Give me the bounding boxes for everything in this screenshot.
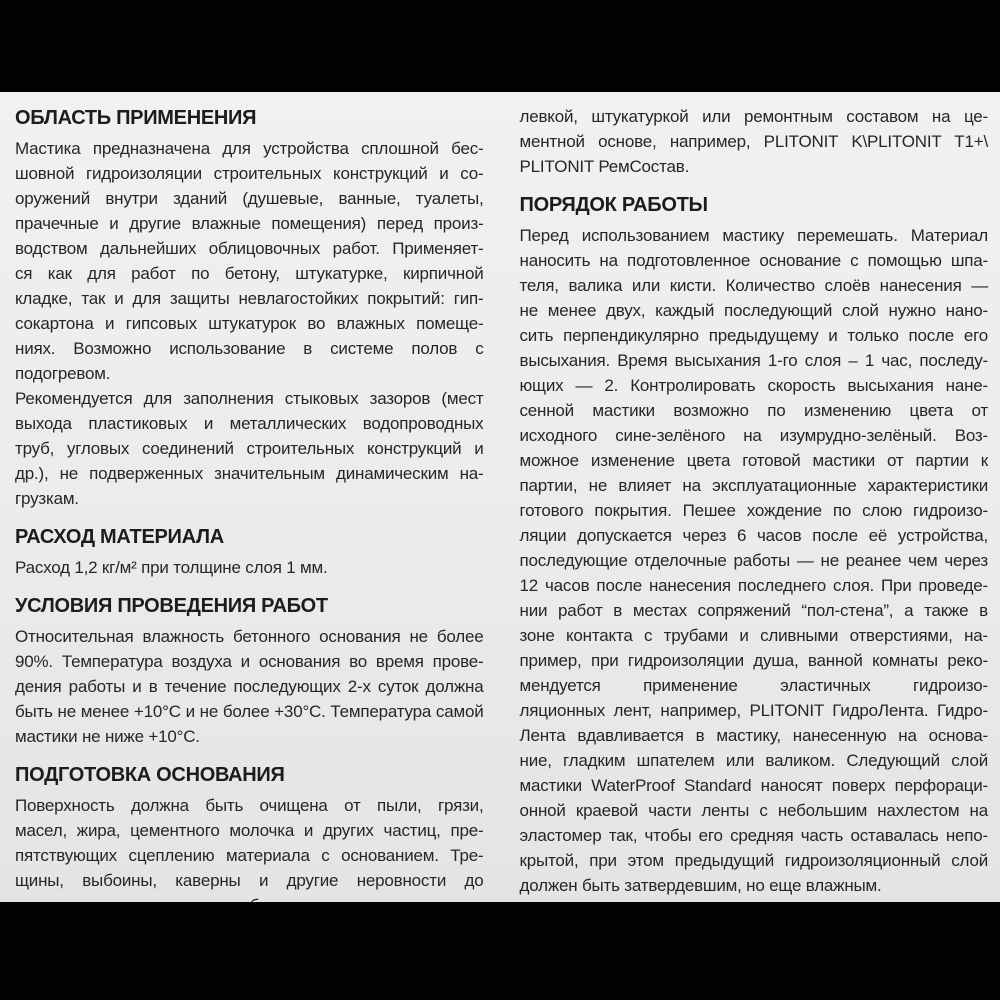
text-line: ющих — 2. Контролировать скорость высыхания нане-	[519, 376, 988, 395]
text-line: сить перпендикулярно предыдущему и только после его	[519, 326, 988, 345]
text-line: должен быть затвердевшим, но еще влажным.	[519, 876, 882, 895]
text-line: оружений внутри зданий (душевые, ванные, туалеты,	[15, 189, 484, 208]
text-line: Поверхность должна быть очищена от пыли, грязи,	[15, 796, 484, 815]
text-line: 90%. Температура воздуха и основания во время прове-	[15, 652, 484, 671]
text-line: прачечные и другие влажные помещения) перед произ-	[15, 214, 484, 233]
text-line: пример, при гидроизоляции душа, ванной комнаты реко-	[519, 651, 988, 670]
text-line: Перед использованием мастику перемешать. Материал	[519, 226, 988, 245]
text-line: мастики не ниже +10°С.	[15, 727, 200, 746]
text-line: Рекомендуется для заполнения стыковых зазоров (мест	[15, 389, 484, 408]
text-line: шовной гидроизоляции строительных конструкций и со-	[15, 164, 484, 183]
text-line: зоне контакта с трубами и сливными отверстиями, на-	[519, 626, 988, 645]
section-heading-material-consumption: РАСХОД МАТЕРИАЛА	[15, 526, 224, 548]
text-line: сенной мастики возможно по изменению цвета от	[519, 401, 988, 420]
text-line: Лента вдавливается в мастику, нанесенную на основа-	[519, 726, 988, 745]
continuation-paragraph	[520, 104, 989, 179]
text-line: пятствующих сцеплению материала с основанием. Тре-	[15, 846, 484, 865]
paragraph-procedure	[520, 223, 989, 898]
label-text-area	[0, 92, 1000, 902]
paragraph-preparation	[15, 793, 484, 918]
text-line: PLITONIT РемСостав.	[519, 157, 690, 176]
section-heading-work-conditions: УСЛОВИЯ ПРОВЕДЕНИЯ РАБОТ	[15, 595, 328, 617]
paragraph-conditions	[15, 624, 484, 749]
text-line: нии работ в местах сопряжений “пол-стена”, а также в	[519, 601, 988, 620]
top-black-bar	[0, 0, 1000, 92]
text-line: Расход 1,2 кг/м² при толщине слоя 1 мм.	[15, 558, 328, 577]
section-heading-substrate-preparation: ПОДГОТОВКА ОСНОВАНИЯ	[15, 764, 285, 786]
text-line: грузкам.	[15, 489, 79, 508]
text-line: масел, жира, цементного молочка и других частиц, пре-	[15, 821, 484, 840]
section-heading-work-procedure: ПОРЯДОК РАБОТЫ	[519, 194, 708, 216]
text-line: наносить на подготовленное основание с помощью шпа-	[519, 251, 988, 270]
bottom-black-bar	[0, 902, 1000, 1000]
text-line: левкой, штукатуркой или ремонтным составом на це-	[519, 107, 988, 126]
text-line: не менее двух, каждый последующий слой нужно нано-	[519, 301, 988, 320]
text-line: мендуется применение эластичных гидроизо-	[519, 676, 988, 695]
text-line: подогревом.	[15, 364, 111, 383]
text-line: исходного сине-зелёного на изумрудно-зелёный. Воз-	[519, 426, 988, 445]
text-line: ниях. Возможно использование в системе полов с	[15, 339, 484, 358]
paragraph-application-1	[15, 136, 484, 386]
text-line: партии, не влияет на эксплуатационные характеристики	[519, 476, 988, 495]
text-line: ментной основе, например, PLITONIT K\PLITONIT T1+\	[519, 132, 988, 151]
text-line: дения работы и в течение последующих 2-х суток должна	[15, 677, 484, 696]
text-line: водством дальнейших облицовочных работ. Применяет-	[15, 239, 484, 258]
text-line: ляции допускается через 6 часов после её устройства,	[519, 526, 988, 545]
text-line: последующие отделочные работы — не реанее чем через	[519, 551, 988, 570]
text-line: Относительная влажность бетонного основания не более	[15, 627, 484, 646]
text-line: мастики WaterProof Standard наносят поверх перфораци-	[519, 776, 988, 795]
text-line: труб, угловых соединений строительных конструкций и	[15, 439, 484, 458]
text-line: кладке, так и для защиты невлагостойких покрытий: гип-	[15, 289, 484, 308]
text-line: высыхания. Время высыхания 1-го слоя – 1 час, последу-	[519, 351, 988, 370]
text-line: др.), не подверженных значительным динамическим на-	[15, 464, 484, 483]
section-heading-application-area: ОБЛАСТЬ ПРИМЕНЕНИЯ	[15, 107, 257, 129]
text-line: выхода пластиковых и металлических водопроводных	[15, 414, 484, 433]
text-line: онной краевой части ленты с небольшим нахлестом на	[519, 801, 988, 820]
text-line: можное изменение цвета готовой мастики от партии к	[519, 451, 988, 470]
text-line: ляционных лент, например, PLITONIT ГидроЛента. Гидро-	[519, 701, 988, 720]
right-column	[520, 104, 989, 902]
text-line: Мастика предназначена для устройства сплошной бес-	[15, 139, 484, 158]
text-line: эластомер так, чтобы его средняя часть оставалась непо-	[519, 826, 988, 845]
text-line: сокартона и гипсовых штукатурок во влажных помеще-	[15, 314, 484, 333]
left-column	[15, 104, 484, 902]
text-line: крытой, при этом предыдущий гидроизоляционный слой	[519, 851, 988, 870]
paragraph-consumption	[15, 555, 484, 580]
text-line: теля, валика или кисти. Количество слоёв нанесения —	[519, 276, 988, 295]
text-line: щины, выбоины, каверны и другие неровности до	[15, 871, 484, 890]
paragraph-application-2	[15, 386, 484, 511]
text-line: ние, гладким шпателем или валиком. Следующий слой	[519, 751, 988, 770]
text-line: готового покрытия. Пешее хождение по слою гидроизо-	[519, 501, 988, 520]
text-line: ся как для работ по бетону, штукатурке, кирпичной	[15, 264, 484, 283]
text-line: 12 часов после нанесения последнего слоя. При проведе-	[519, 576, 988, 595]
text-line: быть не менее +10°С и не более +30°С. Температура самой	[15, 702, 484, 721]
